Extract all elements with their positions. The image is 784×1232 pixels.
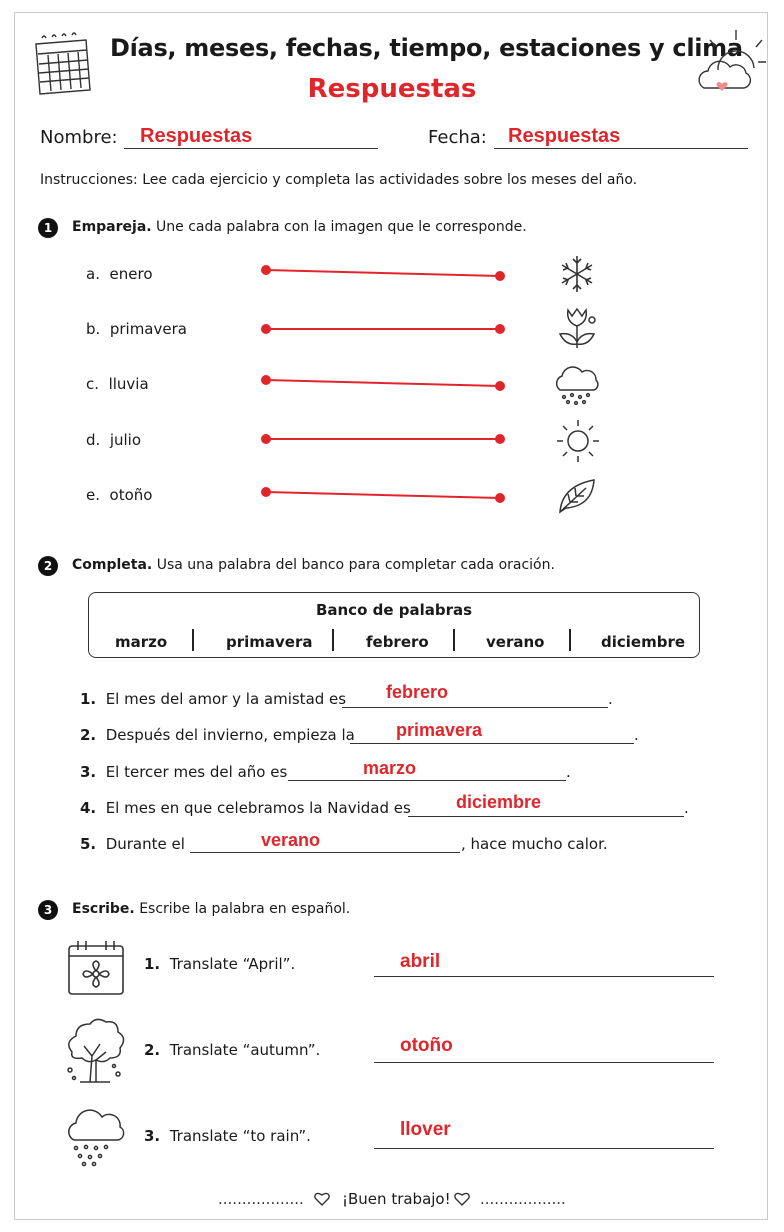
heart-icon (314, 1192, 330, 1206)
sun-icon (555, 418, 601, 464)
answers-subtitle: Respuestas (307, 74, 477, 104)
translate-item-1 (144, 955, 295, 973)
section-3-heading: Escribe. (72, 901, 135, 917)
bank-word: marzo (115, 633, 168, 651)
sentence-end: . (566, 763, 571, 781)
matching-lines[interactable] (0, 0, 784, 560)
section-3-badge: 3 (38, 900, 58, 920)
sentence-end: . (634, 726, 639, 744)
bank-word: primavera (226, 633, 313, 651)
answer-line (408, 816, 684, 817)
bank-word: febrero (366, 633, 429, 651)
translate-item-2 (144, 1041, 320, 1059)
match-letter: b. (86, 320, 101, 338)
name-label: Nombre: (40, 127, 118, 148)
section-2-instruction (72, 557, 555, 573)
answer-line (350, 743, 634, 744)
section-1-text: Une cada palabra con la imagen que le corresponde. (156, 219, 527, 235)
bank-separator (453, 629, 455, 651)
leaf-icon (556, 476, 598, 516)
sentence-number: 1. (80, 690, 97, 708)
match-word: primavera (109, 320, 187, 338)
match-word: enero (109, 265, 153, 283)
heart-icon (454, 1192, 470, 1206)
answer-line (342, 707, 608, 708)
translate-item-3 (144, 1127, 311, 1145)
match-letter: a. (86, 265, 100, 283)
sentence-number: 5. (80, 835, 97, 853)
item-prompt: Translate “April”. (169, 955, 296, 973)
answer-line (374, 976, 714, 977)
bank-separator (569, 629, 571, 651)
answer-field[interactable]: abril (400, 951, 441, 972)
sentence-end: . (608, 690, 613, 708)
bank-word: diciembre (601, 633, 686, 651)
word-bank-title: Banco de palabras (315, 601, 473, 619)
item-number: 1. (144, 955, 161, 973)
section-2-badge: 2 (38, 556, 58, 576)
sentence-number: 3. (80, 763, 97, 781)
word-bank (88, 592, 700, 658)
footer-dots-right: .................. (480, 1190, 566, 1208)
bank-separator (332, 629, 334, 651)
item-number: 3. (144, 1127, 161, 1145)
sentence-end: , hace mucho calor. (461, 835, 608, 853)
answer-line (374, 1148, 714, 1149)
date-label: Fecha: (428, 127, 487, 148)
date-field[interactable]: Respuestas (508, 125, 621, 147)
sentence-end: . (684, 799, 689, 817)
answer-field[interactable]: marzo (363, 758, 417, 778)
sentence-2 (80, 726, 355, 744)
sentence-text: El mes del amor y la amistad es (105, 690, 347, 708)
sentence-text: El mes en que celebramos la Navidad es (105, 799, 411, 817)
answer-line (190, 852, 460, 853)
section-1-heading: Empareja. (72, 219, 152, 235)
item-number: 2. (144, 1041, 161, 1059)
footer-message: ¡Buen trabajo! (342, 1190, 451, 1208)
sentence-text: Después del invierno, empieza la (105, 726, 355, 744)
answer-field[interactable]: llover (400, 1119, 451, 1140)
name-field[interactable]: Respuestas (140, 125, 253, 147)
rain-cloud-icon (64, 1104, 128, 1168)
sentence-3 (80, 763, 287, 781)
section-3-instruction (72, 901, 350, 917)
answer-field[interactable]: primavera (396, 720, 483, 740)
sentence-1 (80, 690, 346, 708)
sentence-number: 2. (80, 726, 97, 744)
bank-word: verano (486, 633, 545, 651)
bank-separator (192, 629, 194, 651)
page-title: Días, meses, fechas, tiempo, estaciones y clima (110, 34, 743, 62)
calendar-flower-icon (66, 938, 126, 998)
section-2-text: Usa una palabra del banco para completar cada oración. (156, 557, 555, 573)
sentence-number: 4. (80, 799, 97, 817)
match-word: otoño (109, 486, 153, 504)
match-word: lluvia (108, 375, 149, 393)
section-1-badge: 1 (38, 218, 58, 238)
sentence-text: Durante el (105, 835, 185, 853)
tulip-icon (558, 306, 600, 350)
snowflake-icon (558, 254, 596, 294)
answer-field[interactable]: febrero (386, 682, 449, 702)
answer-line (374, 1062, 714, 1063)
item-prompt: Translate “autumn”. (169, 1041, 321, 1059)
sentence-5 (80, 835, 185, 853)
answer-field[interactable]: diciembre (456, 792, 542, 812)
section-2-heading: Completa. (72, 557, 153, 573)
match-letter: c. (86, 375, 100, 393)
instructions: Instrucciones: Lee cada ejercicio y completa las actividades sobre los meses del año. (40, 172, 638, 188)
answer-line (288, 780, 566, 781)
match-letter: e. (86, 486, 100, 504)
match-letter: d. (86, 431, 101, 449)
rain-cloud-icon (552, 362, 604, 406)
footer-dots-left: .................. (218, 1190, 304, 1208)
match-word: julio (109, 431, 142, 449)
section-3-text: Escribe la palabra en español. (139, 901, 351, 917)
sentence-text: El tercer mes del año es (105, 763, 288, 781)
tree-icon (62, 1016, 128, 1086)
answer-field[interactable]: verano (261, 830, 321, 850)
item-prompt: Translate “to rain”. (169, 1127, 311, 1145)
answer-field[interactable]: otoño (400, 1035, 453, 1056)
sentence-4 (80, 799, 411, 817)
